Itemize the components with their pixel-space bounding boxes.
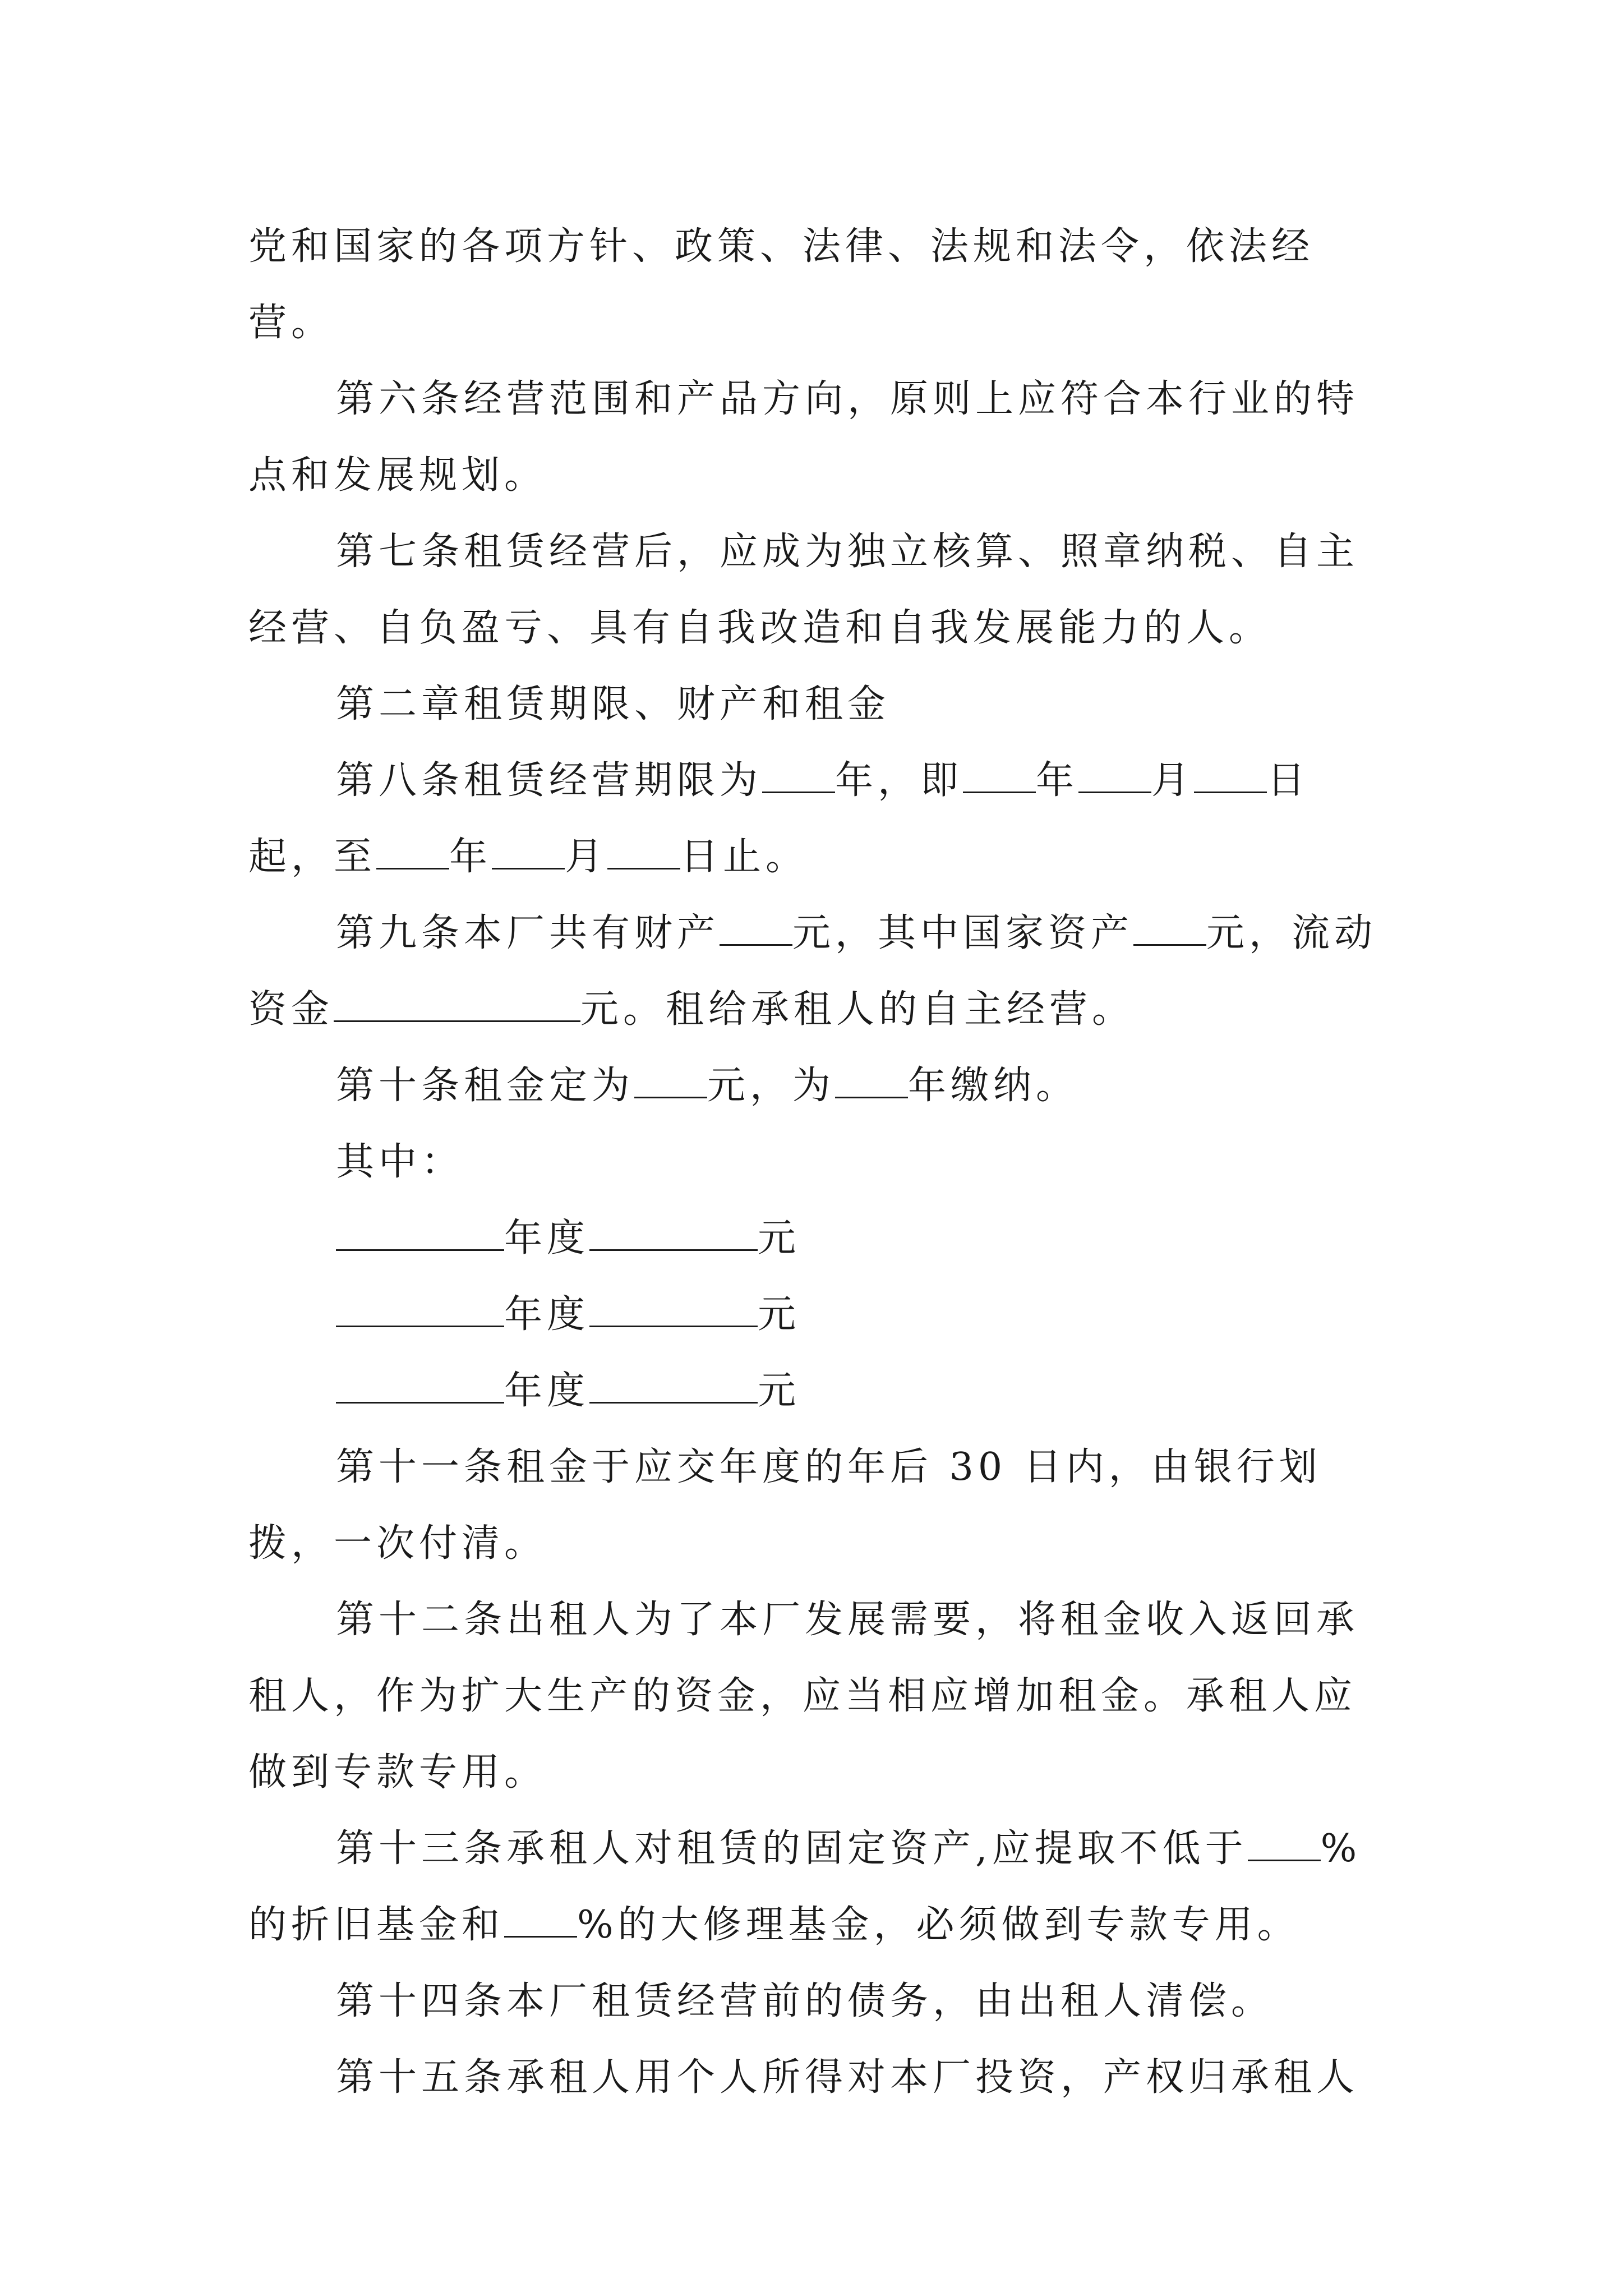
blank-total-assets — [720, 912, 792, 946]
article-8-text-f: 年 — [449, 835, 492, 879]
year-row — [248, 1200, 1381, 1277]
chapter-2-heading: 第二章租赁期限、财产和租金 — [336, 682, 891, 726]
blank-year-1 — [336, 1217, 504, 1251]
article-9-text-a: 第九条本厂共有财产 — [336, 911, 720, 955]
year-row-label: 年度 — [504, 1292, 590, 1337]
article-9-text-c: 元，流动资金 — [248, 911, 1377, 1032]
article-8-text-g: 月 — [565, 835, 608, 879]
article-8-text-d: 月 — [1151, 758, 1195, 803]
blank-lease-years — [762, 759, 835, 793]
document-body — [248, 209, 1381, 2116]
blank-rent-years — [835, 1064, 908, 1098]
article-15: 第十五条承租人用个人所得对本厂投资，产权归承租人 — [336, 2055, 1359, 2100]
article-8-text-h: 日止。 — [680, 835, 809, 879]
blank-amount-1 — [589, 1217, 758, 1251]
paragraph-continuation: 党和国家的各项方针、政策、法律、法规和法令，依法经营。 — [248, 224, 1315, 345]
article-9-text-d: 元。租给承租人的自主经营。 — [580, 987, 1135, 1032]
article-11: 第十一条租金于应交年度的年后 30 日内，由银行划拨，一次付清。 — [248, 1445, 1322, 1566]
article-13-text-a: 第十三条承租人对租赁的固定资产,应提取不低于 — [336, 1826, 1248, 1871]
article-14: 第十四条本厂租赁经营前的债务，由出租人清偿。 — [336, 1979, 1274, 2023]
article-8-text-c: 年 — [1036, 758, 1079, 803]
article-6: 第六条经营范围和产品方向，原则上应符合本行业的特点和发展规划。 — [248, 377, 1359, 498]
blank-end-year — [376, 835, 449, 869]
article-13-text-b: %的折旧基金和 — [248, 1826, 1362, 1947]
blank-amount-3 — [589, 1369, 758, 1404]
article-8-text-a: 第八条租赁经营期限为 — [336, 758, 763, 803]
blank-end-day — [607, 835, 680, 869]
blank-working-capital — [334, 988, 580, 1022]
year-row-unit: 元 — [758, 1369, 801, 1413]
article-8-text-b: 年，即 — [835, 758, 963, 803]
blank-start-year — [963, 759, 1036, 793]
year-row-unit: 元 — [758, 1292, 801, 1337]
year-row-label: 年度 — [504, 1216, 590, 1260]
article-13 — [248, 1811, 1381, 1963]
article-8-text-e: 日起，至 — [248, 758, 1310, 879]
year-row-unit: 元 — [758, 1216, 801, 1260]
article-10-text-a: 第十条租金定为 — [336, 1064, 635, 1108]
article-10-text-c: 年缴纳。 — [908, 1064, 1079, 1108]
blank-end-month — [492, 835, 565, 869]
blank-start-month — [1078, 759, 1151, 793]
blank-repair-rate — [504, 1903, 577, 1938]
article-9-text-b: 元，其中国家资产 — [792, 911, 1134, 955]
article-12: 第十二条出租人为了本厂发展需要，将租金收入返回承租人，作为扩大生产的资金，应当相应增加租金。承租人应做到专款专用。 — [248, 1598, 1359, 1795]
blank-state-assets — [1133, 912, 1206, 946]
year-row-label: 年度 — [504, 1369, 590, 1413]
article-13-text-c: %的大修理基金，必须做到专款专用。 — [577, 1903, 1300, 1947]
blank-amount-2 — [589, 1293, 758, 1327]
year-row — [248, 1353, 1381, 1429]
blank-depreciation-rate — [1248, 1827, 1321, 1861]
among-which-label: 其中： — [336, 1140, 464, 1184]
article-10 — [248, 1048, 1381, 1124]
blank-start-day — [1194, 759, 1267, 793]
blank-year-3 — [336, 1369, 504, 1404]
blank-year-2 — [336, 1293, 504, 1327]
article-7: 第七条租赁经营后，应成为独立核算、照章纳税、自主经营、自负盈亏、具有自我改造和自我发展能力的人。 — [248, 530, 1359, 650]
blank-rent-amount — [634, 1064, 707, 1098]
year-row — [248, 1277, 1381, 1353]
article-10-text-b: 元，为 — [707, 1064, 836, 1108]
article-9 — [248, 895, 1381, 1048]
article-8 — [248, 743, 1381, 895]
